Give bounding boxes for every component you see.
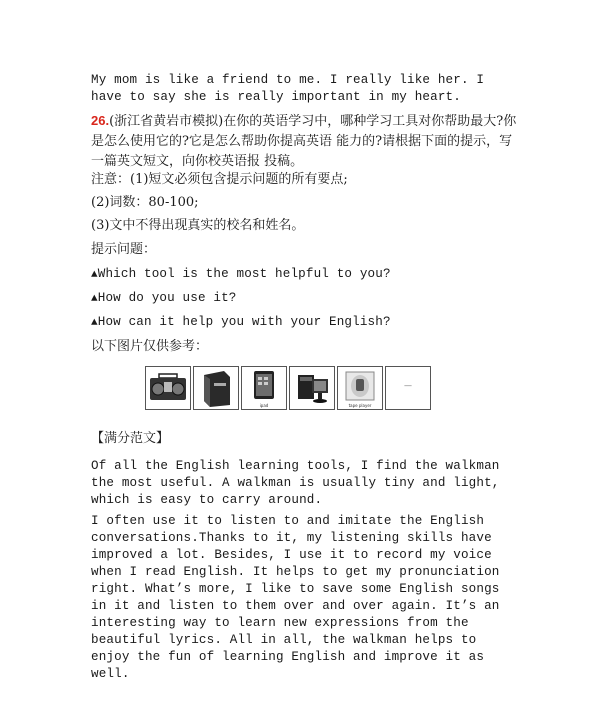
dictionary-book-icon [193,366,239,410]
hint-item-3 [91,314,521,332]
note-line-1: 注意：(1)短文必须包含提示问题的所有要点; [91,172,348,187]
mp3-player-icon [337,366,383,410]
hint-text: How can it help you with your English? [97,315,391,329]
question-prompt [91,111,521,172]
hint-text: Which tool is the most helpful to you? [97,267,391,281]
ipad-icon [241,366,287,410]
question-number: 26. [91,113,110,128]
image-caption: ipad [259,403,269,408]
triangle-bullet-icon: ▲ [91,293,98,305]
question-text: (浙江省黄岩市模拟)在你的英语学习中，哪种学习工具对你帮助最大?你是怎么使用它的?它是怎么帮助你提高英语 能力的?请根据下面的提示，写一篇英文短文，向你校英语报 投稿。 [91,114,517,169]
radio-cassette-icon [145,366,191,410]
images-caption: 以下图片仅供参考： [91,339,209,354]
triangle-bullet-icon: ▲ [91,269,98,281]
triangle-bullet-icon: ▲ [91,317,98,329]
image-caption: — [404,381,412,390]
model-paragraph-1: Of all the English learning tools, I find the walkman the most useful. A walkman is usually tiny and light, which is easy to carry around. [91,459,500,507]
model-essay-title: 【满分范文】 [91,431,170,446]
image-caption: tape player [348,403,372,408]
hint-item-2 [91,290,521,308]
note-line-3: (3)文中不得出现真实的校名和姓名。 [91,218,305,233]
note-line-2: (2)词数：80-100; [91,195,199,210]
intro-paragraph: My mom is like a friend to me. I really like her. I have to say she is really important in my heart. [91,73,485,104]
computer-icon [289,366,335,410]
model-paragraph-2: I often use it to listen to and imitate the English conversations.Thanks to it, my listening skills have improved a lot. Besides, I use it to record my voice when I read English. It helps to get my pronunciation right. What’s more, I like to save some English songs in it and listen to them over and over again. It’s an interesting way to learn new expressions from the beautiful lyrics. All in all, the walkman helps to enjoy the fun of learning English and improve it as well. [91,514,500,681]
hints-title: 提示问题： [91,242,157,257]
hint-text: How do you use it? [97,291,237,305]
hint-item-1 [91,266,521,284]
blank-icon [385,366,431,410]
